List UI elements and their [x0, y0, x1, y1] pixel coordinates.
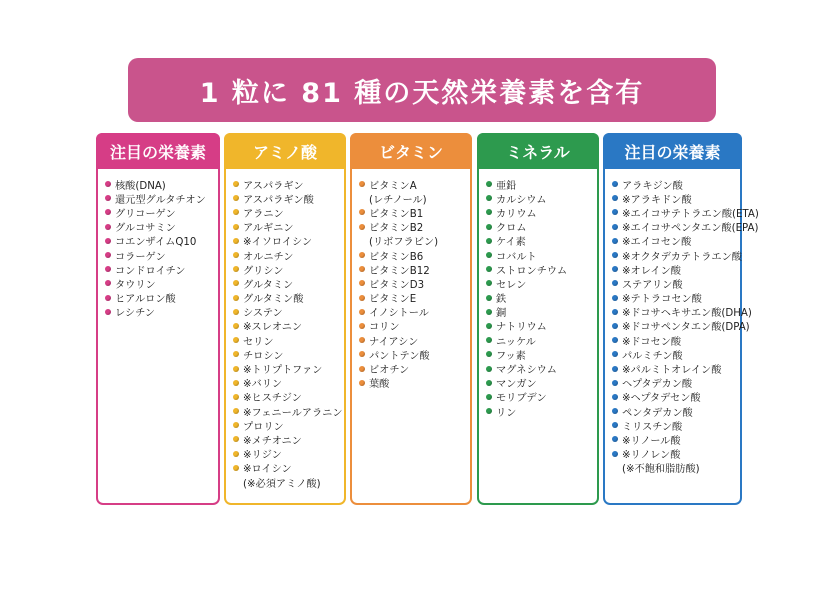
list-item-label: ステアリン酸 [622, 279, 683, 291]
list-item-label: ニッケル [496, 336, 536, 348]
list-item [359, 248, 470, 262]
list-item [233, 376, 344, 390]
column-header-label: アミノ酸 [252, 142, 317, 162]
list-item-label: ナイアシン [369, 336, 419, 348]
list-item-label: レシチン [115, 308, 155, 320]
bullet-icon [612, 238, 618, 244]
bullet-icon [486, 323, 492, 329]
list-item [486, 333, 597, 347]
bullet-icon [233, 224, 239, 230]
list-item [612, 333, 740, 347]
list-item [486, 276, 597, 290]
bullet-icon [233, 337, 239, 343]
bullet-icon [359, 351, 365, 357]
bullet-icon [612, 181, 618, 187]
list-item-label: 還元型グルタチオン [115, 194, 206, 206]
bullet-icon [105, 238, 111, 244]
bullet-icon [612, 436, 618, 442]
list-item-label: パントテン酸 [369, 350, 430, 362]
list-item [105, 234, 218, 248]
list-item-label: ※テトラコセン酸 [622, 294, 702, 306]
list-item [486, 220, 597, 234]
bullet-icon [359, 266, 365, 272]
list-item [233, 305, 344, 319]
list-item [105, 205, 218, 219]
list-item-label: ストロンチウム [496, 265, 568, 277]
bullet-icon [359, 224, 365, 230]
list-item [612, 305, 752, 320]
bullet-icon [486, 408, 492, 414]
bullet-icon [486, 238, 492, 244]
list-item-label: コラーゲン [115, 251, 166, 263]
bullet-icon [486, 380, 492, 386]
nutrient-list [226, 177, 344, 489]
list-item [612, 361, 740, 375]
list-item [105, 276, 218, 290]
bullet-icon [233, 266, 239, 272]
list-item-label: コンドロイチン [115, 265, 186, 277]
column-vitamins [350, 133, 472, 505]
bullet-icon [612, 309, 618, 315]
bullet-icon [359, 380, 365, 386]
bullet-icon [612, 380, 618, 386]
column-header [603, 133, 742, 169]
bullet-icon [486, 252, 492, 258]
list-item-label: ※リジン [243, 450, 282, 462]
bullet-icon [612, 323, 618, 329]
list-item-label: (レチノール) [369, 194, 427, 206]
list-item [612, 447, 740, 461]
list-item [486, 390, 597, 404]
nutrient-list [352, 177, 470, 390]
bullet-icon [233, 209, 239, 215]
list-item [612, 262, 740, 276]
bullet-icon [359, 181, 365, 187]
bullet-icon [105, 224, 111, 230]
bullet-icon [359, 295, 365, 301]
list-item [233, 248, 344, 262]
bullet-icon [612, 252, 618, 258]
list-item [359, 319, 470, 333]
list-item-label: ※スレオニン [243, 322, 303, 334]
list-item [359, 276, 470, 290]
list-item [612, 220, 759, 235]
list-item-label: パルミチン酸 [622, 350, 683, 362]
bullet-icon [612, 451, 618, 457]
bullet-icon [486, 351, 492, 357]
bullet-icon [105, 181, 111, 187]
bullet-icon [612, 266, 618, 272]
list-item [233, 390, 344, 404]
list-item-label: システン [243, 308, 283, 320]
list-item [233, 418, 344, 432]
list-item-label: 銅 [496, 308, 507, 320]
list-item-label: モリブデン [496, 393, 547, 405]
bullet-icon [233, 238, 239, 244]
list-item [486, 347, 597, 361]
nutrient-list [605, 177, 759, 476]
footnote: (※必須アミノ酸) [243, 478, 321, 490]
column-header-label: 注目の栄養素 [109, 142, 206, 162]
list-item-label: アスパラギン酸 [243, 194, 314, 206]
list-item [105, 248, 218, 262]
list-item [233, 361, 344, 375]
list-item [105, 177, 218, 191]
list-item-label: マンガン [496, 379, 537, 391]
list-item [612, 234, 740, 248]
list-item [486, 177, 597, 191]
bullet-icon [233, 465, 239, 471]
list-item [359, 205, 470, 219]
list-item-label: プロリン [243, 421, 284, 433]
bullet-icon [486, 181, 492, 187]
nutrient-list [98, 177, 218, 319]
bullet-icon [233, 323, 239, 329]
list-item [359, 333, 470, 347]
list-item-label: ※エイコセン酸 [622, 237, 692, 249]
list-item-label: ※ヘプタデセン酸 [622, 393, 701, 405]
bullet-icon [612, 394, 618, 400]
list-item-label: ※ヒスチジン [243, 393, 302, 405]
list-item-label: グリコーゲン [115, 208, 176, 220]
list-item [233, 177, 344, 191]
list-item [105, 220, 218, 234]
list-item-label: ※リノール酸 [622, 435, 681, 447]
list-item-label: (リボフラビン) [369, 237, 439, 249]
list-item-label: ビオチン [369, 365, 410, 377]
column-header [96, 133, 220, 169]
list-item [233, 333, 344, 347]
list-item-label: ※フェニールアラニン [243, 407, 343, 419]
list-item-label: タウリン [115, 279, 156, 291]
list-item [359, 262, 470, 276]
bullet-icon [233, 351, 239, 357]
bullet-icon [105, 280, 111, 286]
list-item [233, 234, 344, 248]
list-item [612, 418, 740, 432]
column-header [350, 133, 472, 169]
bullet-icon [486, 195, 492, 201]
bullet-icon [105, 266, 111, 272]
list-item-label: アラニン [243, 208, 284, 220]
list-item [612, 319, 750, 334]
list-item [233, 291, 344, 305]
list-item-label: イノシトール [369, 308, 429, 320]
list-item [233, 220, 344, 234]
list-item [612, 191, 740, 205]
page-title: 1 粒に 81 種の天然栄養素を含有 [199, 77, 645, 109]
list-item-label: カルシウム [496, 194, 547, 206]
list-item [486, 191, 597, 205]
list-item-label: アラキジン酸 [622, 180, 683, 192]
list-item [612, 432, 740, 446]
bullet-icon [486, 366, 492, 372]
bullet-icon [233, 394, 239, 400]
list-item [486, 205, 597, 219]
list-item-label: ビタミンA [369, 180, 417, 192]
bullet-icon [105, 195, 111, 201]
list-item [612, 376, 740, 390]
list-item [612, 276, 740, 290]
bullet-icon [233, 408, 239, 414]
list-item-label: 鉄 [496, 294, 507, 306]
bullet-icon [233, 252, 239, 258]
bullet-icon [233, 451, 239, 457]
bullet-icon [105, 295, 111, 301]
list-item [233, 404, 344, 418]
list-item [233, 319, 344, 333]
list-item-label: ※トリプトファン [243, 365, 323, 377]
bullet-icon [612, 280, 618, 286]
list-item [359, 177, 470, 191]
list-item-label: オルニチン [243, 251, 294, 263]
list-item [359, 191, 470, 205]
list-item [612, 390, 740, 404]
list-item-label: ペンタデカン酸 [622, 407, 693, 419]
list-item-label: ※リノレン酸 [622, 450, 681, 462]
list-item-label: ケイ素 [496, 237, 526, 249]
list-item-label: ※エイコサペンタエン酸(EPA) [622, 223, 759, 235]
bullet-icon [612, 408, 618, 414]
list-item [612, 347, 740, 361]
list-item-label: グルタミン [243, 279, 294, 291]
bullet-icon [233, 181, 239, 187]
list-item-label: ※オクタデカテトラエン酸 [622, 251, 742, 263]
bullet-icon [486, 309, 492, 315]
column-minerals [477, 133, 599, 505]
list-item-label: ※ドコサペンタエン酸(DPA) [622, 322, 750, 334]
list-item-label: ミリスチン酸 [622, 421, 683, 433]
list-item-label: ※イソロイシン [243, 237, 313, 249]
list-item [612, 291, 740, 305]
title-banner [128, 58, 716, 122]
list-item [105, 291, 218, 305]
list-item [105, 262, 218, 276]
list-item-label: ※バリン [243, 379, 283, 391]
bullet-icon [233, 195, 239, 201]
list-item-label: ビタミンB6 [369, 251, 424, 263]
column-header [224, 133, 346, 169]
list-item [233, 191, 344, 205]
list-item [359, 376, 470, 390]
list-item-label: ※ドコサヘキサエン酸(DHA) [622, 308, 752, 320]
list-item-label: リン [496, 407, 517, 419]
bullet-icon [105, 209, 111, 215]
list-item-label: ビタミンD3 [369, 279, 425, 291]
bullet-icon [359, 366, 365, 372]
list-item [233, 276, 344, 290]
column-featured-nutrients-1 [96, 133, 220, 505]
list-item [233, 461, 344, 475]
list-item [359, 220, 470, 234]
list-item [612, 248, 740, 262]
list-item-label: グルタミン酸 [243, 294, 304, 306]
bullet-icon [612, 224, 618, 230]
bullet-icon [359, 209, 365, 215]
bullet-icon [359, 309, 365, 315]
list-item-label: カリウム [496, 208, 537, 220]
bullet-icon [233, 280, 239, 286]
bullet-icon [233, 309, 239, 315]
footnote: (※不飽和脂肪酸) [622, 464, 700, 476]
list-item [486, 319, 597, 333]
column-featured-nutrients-2 [603, 133, 759, 505]
bullet-icon [486, 209, 492, 215]
bullet-icon [486, 280, 492, 286]
bullet-icon [105, 309, 111, 315]
list-item-label: グルコサミン [115, 223, 176, 235]
list-item-label: ※オレイン酸 [622, 265, 681, 277]
bullet-icon [233, 295, 239, 301]
bullet-icon [359, 252, 365, 258]
list-item [486, 234, 597, 248]
column-header-label: 注目の栄養素 [624, 142, 721, 162]
list-item-label: チロシン [243, 350, 284, 362]
list-item [359, 291, 470, 305]
list-item-label: クロム [496, 223, 527, 235]
list-item-label: ナトリウム [496, 322, 547, 334]
bullet-icon [359, 280, 365, 286]
list-item [486, 361, 597, 375]
list-item [612, 404, 740, 418]
nutrient-list [479, 177, 597, 418]
column-amino-acids [224, 133, 346, 505]
list-item [486, 305, 597, 319]
bullet-icon [105, 252, 111, 258]
list-item [233, 205, 344, 219]
bullet-icon [612, 422, 618, 428]
list-item [612, 205, 759, 220]
list-item-label: 亜鉛 [496, 180, 517, 192]
bullet-icon [612, 209, 618, 215]
list-item-label: ※エイコサテトラエン酸(ETA) [622, 208, 759, 220]
list-item-label: ヘプタデカン酸 [622, 379, 693, 391]
bullet-icon [486, 295, 492, 301]
bullet-icon [486, 337, 492, 343]
list-item [105, 305, 218, 319]
list-item [233, 262, 344, 276]
list-item [105, 191, 218, 205]
list-item-label: コバルト [496, 251, 537, 263]
list-item [359, 234, 470, 248]
column-header [477, 133, 599, 169]
bullet-icon [486, 224, 492, 230]
list-item-label: アルギニン [243, 223, 294, 235]
bullet-icon [612, 366, 618, 372]
list-item-label: フッ素 [496, 350, 526, 362]
list-item-label: コエンザイムQ10 [115, 237, 197, 249]
list-item-label: セリン [243, 336, 274, 348]
list-item [486, 248, 597, 262]
list-item-label: ビタミンB2 [369, 223, 424, 235]
list-item [359, 347, 470, 361]
list-item-label: ビタミンB1 [369, 208, 424, 220]
bullet-icon [486, 266, 492, 272]
list-item-label: コリン [369, 322, 400, 334]
column-header-label: ミネラル [506, 142, 570, 162]
list-item-label: ※メチオニン [243, 435, 302, 447]
bullet-icon [612, 337, 618, 343]
list-item-label: ※ロイシン [243, 464, 292, 476]
bullet-icon [233, 436, 239, 442]
bullet-icon [359, 323, 365, 329]
list-item-label: セレン [496, 279, 527, 291]
list-item-label: アスパラギン [243, 180, 304, 192]
list-item-label: 葉酸 [369, 379, 390, 391]
bullet-icon [233, 366, 239, 372]
bullet-icon [233, 380, 239, 386]
list-item [486, 404, 597, 418]
list-item-label: ビタミンB12 [369, 265, 430, 277]
list-item [233, 447, 344, 461]
bullet-icon [486, 394, 492, 400]
list-item [233, 432, 344, 446]
list-item-label: ※アラキドン酸 [622, 194, 692, 206]
bullet-icon [233, 422, 239, 428]
list-item [486, 262, 597, 276]
bullet-icon [359, 337, 365, 343]
list-item [486, 291, 597, 305]
list-item [359, 305, 470, 319]
bullet-icon [612, 195, 618, 201]
bullet-icon [612, 351, 618, 357]
bullet-icon [612, 295, 618, 301]
list-item-label: 核酸(DNA) [115, 180, 166, 192]
list-item-label: ヒアルロン酸 [115, 294, 176, 306]
list-item-label: グリシン [243, 265, 284, 277]
list-item [233, 347, 344, 361]
list-item-label: ※パルミトオレイン酸 [622, 365, 722, 377]
list-item-label: ※ドコセン酸 [622, 336, 682, 348]
list-item [612, 177, 740, 191]
column-header-label: ビタミン [378, 142, 443, 162]
list-item [486, 376, 597, 390]
list-item-label: ビタミンE [369, 294, 417, 306]
list-item [359, 361, 470, 375]
list-item-label: マグネシウム [496, 365, 557, 377]
